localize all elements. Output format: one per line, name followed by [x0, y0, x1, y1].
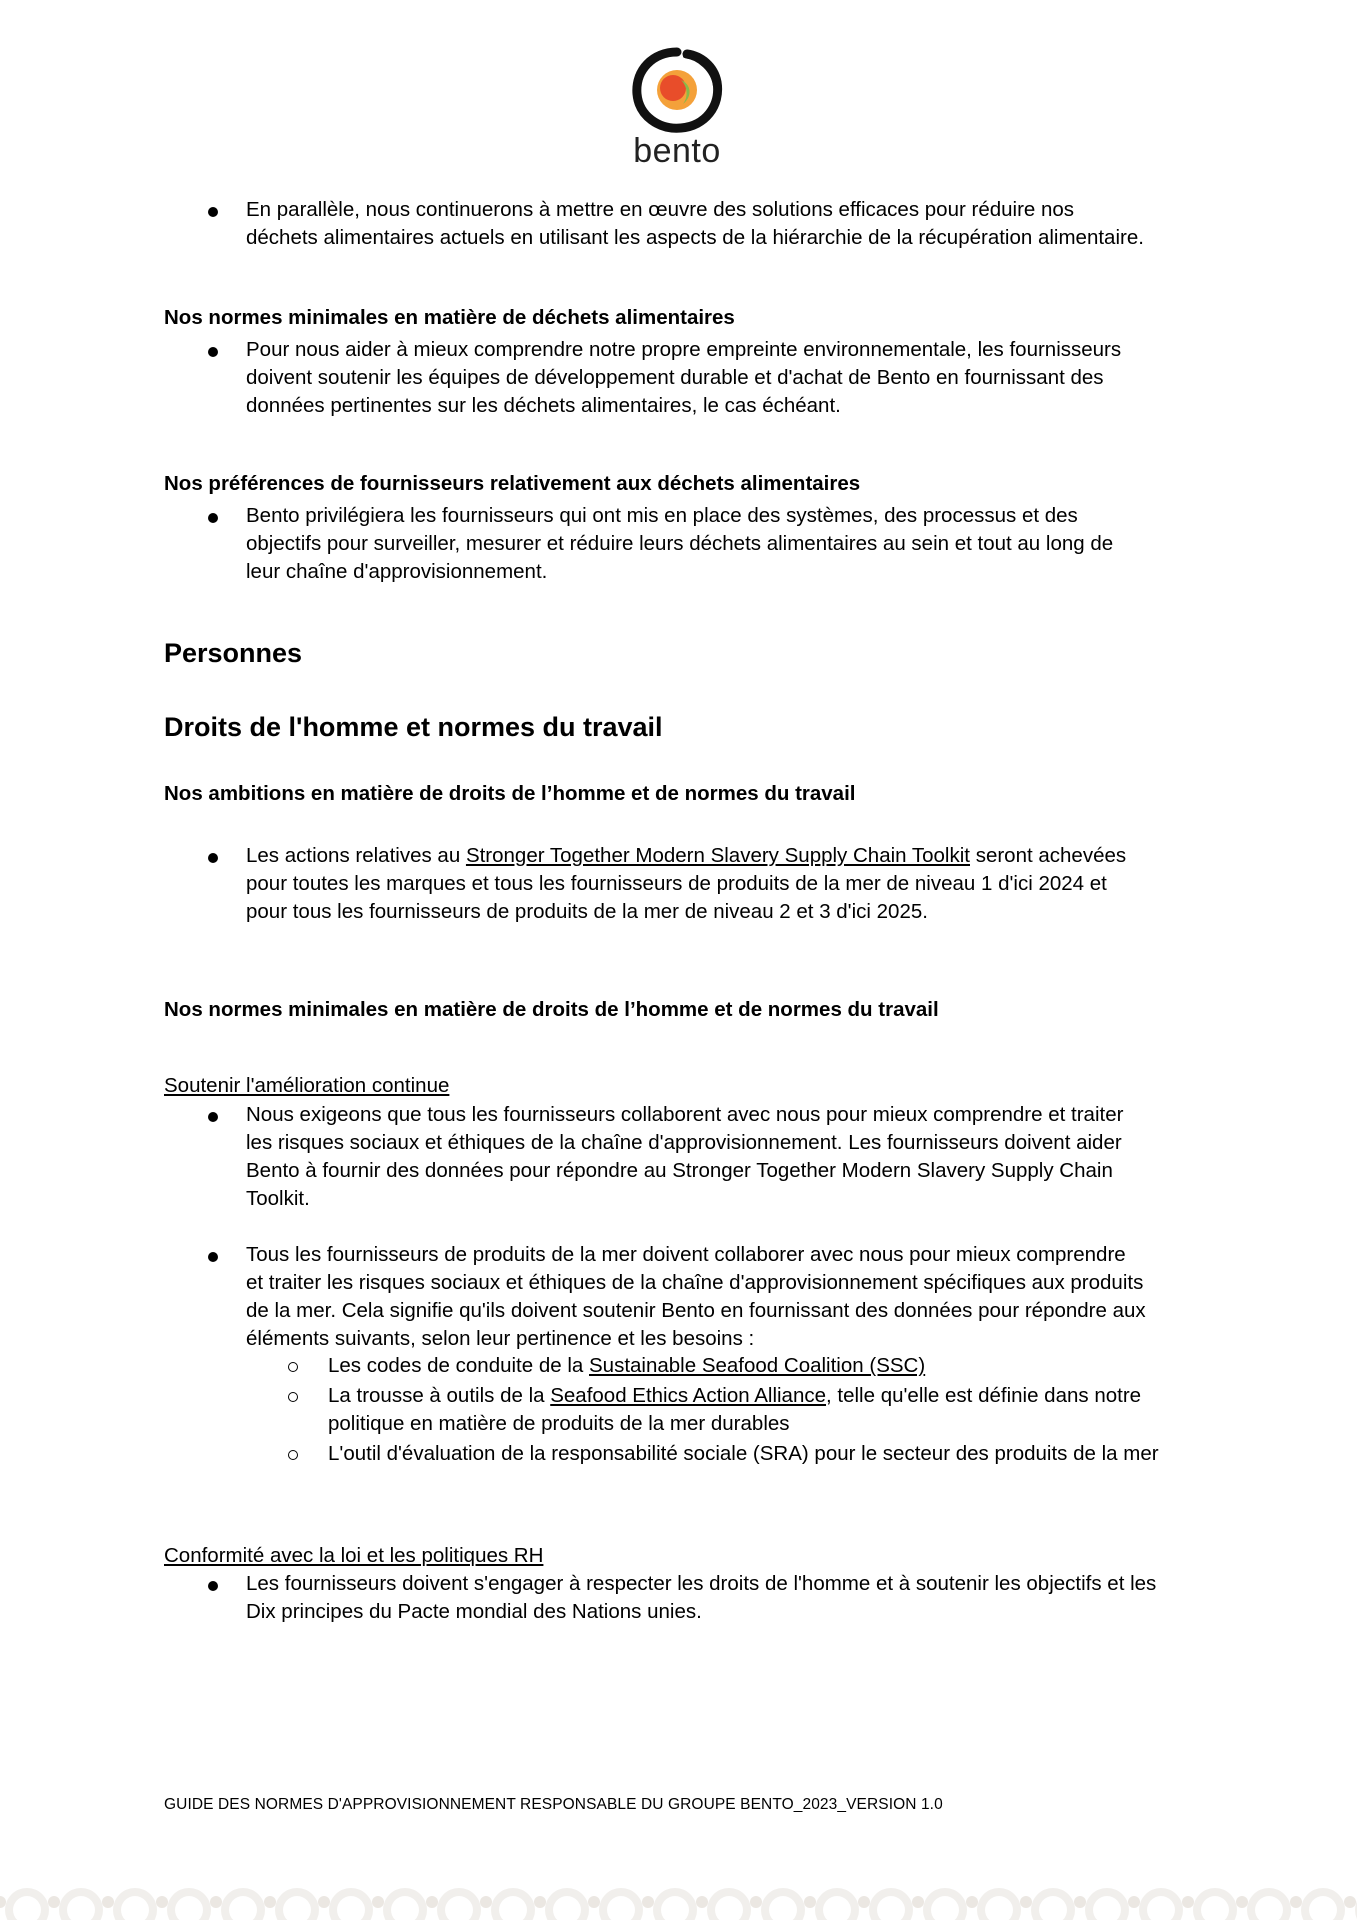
section-title-human-rights: Droits de l'homme et normes du travail [164, 712, 663, 742]
stronger-together-toolkit-link[interactable]: Stronger Together Modern Slavery Supply Chain Toolkit [465, 844, 970, 867]
bullet-icon [208, 207, 218, 217]
circle-bullet-icon [288, 1450, 298, 1460]
bullet-icon [208, 513, 218, 523]
bento-logo-icon [625, 46, 729, 136]
bullet-icon [208, 1252, 218, 1262]
page-footer: GUIDE DES NORMES D'APPROVISIONNEMENT RESPONSABLE DU GROUPE BENTO_2023_VERSION 1.0 [164, 1796, 943, 1813]
bullet-icon [208, 853, 218, 863]
bento-logo [625, 46, 729, 170]
sub-list-item: Les codes de conduite de la Sustainable Seafood Coalition (SSC) [164, 1352, 1204, 1380]
pattern-icon [0, 1880, 1357, 1920]
section-title-people: Personnes [164, 638, 303, 668]
logo-wordmark: bento [633, 132, 721, 170]
circle-bullet-icon [288, 1362, 298, 1372]
list-item: Nous exigeons que tous les fournisseurs collaborent avec nous pour mieux comprendre et traiter les risques sociaux et éthiques de la chaîne d'approvisionnement. Les fournisseurs doivent aider Bento à fournir des données pour répondre au Stronger Together Modern Slavery Supply Chain Toolkit. [164, 1101, 1204, 1213]
list-item: Les fournisseurs doivent s'engager à respecter les droits de l'homme et à soutenir les objectifs et les Dix principes du Pacte mondial des Nations unies. [164, 1570, 1204, 1626]
list-item: Bento privilégiera les fournisseurs qui ont mis en place des systèmes, des processus et des objectifs pour surveiller, mesurer et réduire leurs déchets alimentaires au sein et tout au long de leur chaîne d'approvisionnement. [164, 502, 1204, 586]
list-item: Pour nous aider à mieux comprendre notre propre empreinte environnementale, les fournisseurs doivent soutenir les équipes de développement durable et d'achat de Bento en fournissant des données pertinentes sur les déchets alimentaires, le cas échéant. [164, 336, 1204, 420]
subheading-continuous-improvement: Soutenir l'amélioration continue [164, 1074, 450, 1097]
list-item: Les actions relatives au Stronger Together Modern Slavery Supply Chain Toolkit seront achevées pour toutes les marques et tous les fournisseurs de produits de la mer de niveau 1 d'ici 2024 et pour tous les fournisseurs de produits de la mer de niveau 2 et 3 d'ici 2025. [164, 842, 1204, 926]
list-item: Tous les fournisseurs de produits de la mer doivent collaborer avec nous pour mieux comprendre et traiter les risques sociaux et éthiques de la chaîne d'approvisionnement spécifiques aux produits de la mer. Cela signifie qu'ils doivent soutenir Bento en fournissant des données pour répondre aux éléments suivants, selon leur pertinence et les besoins : [164, 1241, 1204, 1353]
heading-rights-ambitions: Nos ambitions en matière de droits de l’homme et de normes du travail [164, 782, 856, 805]
heading-rights-minimum: Nos normes minimales en matière de droits de l’homme et de normes du travail [164, 998, 939, 1021]
heading-food-waste-preferences: Nos préférences de fournisseurs relativement aux déchets alimentaires [164, 472, 861, 495]
bullet-icon [208, 347, 218, 357]
decorative-pattern [0, 1880, 1357, 1920]
circle-bullet-icon [288, 1392, 298, 1402]
bullet-icon [208, 1581, 218, 1591]
ssc-link[interactable]: Sustainable Seafood Coalition (SSC) [589, 1354, 926, 1377]
sub-list-item: La trousse à outils de la Seafood Ethics Action Alliance, telle qu'elle est définie dans notre politique en matière de produits de la mer durables [164, 1382, 1204, 1438]
heading-food-waste-minimum: Nos normes minimales en matière de déchets alimentaires [164, 306, 735, 329]
list-item: En parallèle, nous continuerons à mettre en œuvre des solutions efficaces pour réduire nos déchets alimentaires actuels en utilisant les aspects de la hiérarchie de la récupération alimentaire. [164, 196, 1204, 252]
subheading-compliance: Conformité avec la loi et les politiques RH [164, 1544, 544, 1567]
sub-list-item: L'outil d'évaluation de la responsabilité sociale (SRA) pour le secteur des produits de la mer [164, 1440, 1204, 1468]
bullet-icon [208, 1112, 218, 1122]
seafood-ethics-link[interactable]: Seafood Ethics Action Alliance [550, 1384, 827, 1407]
